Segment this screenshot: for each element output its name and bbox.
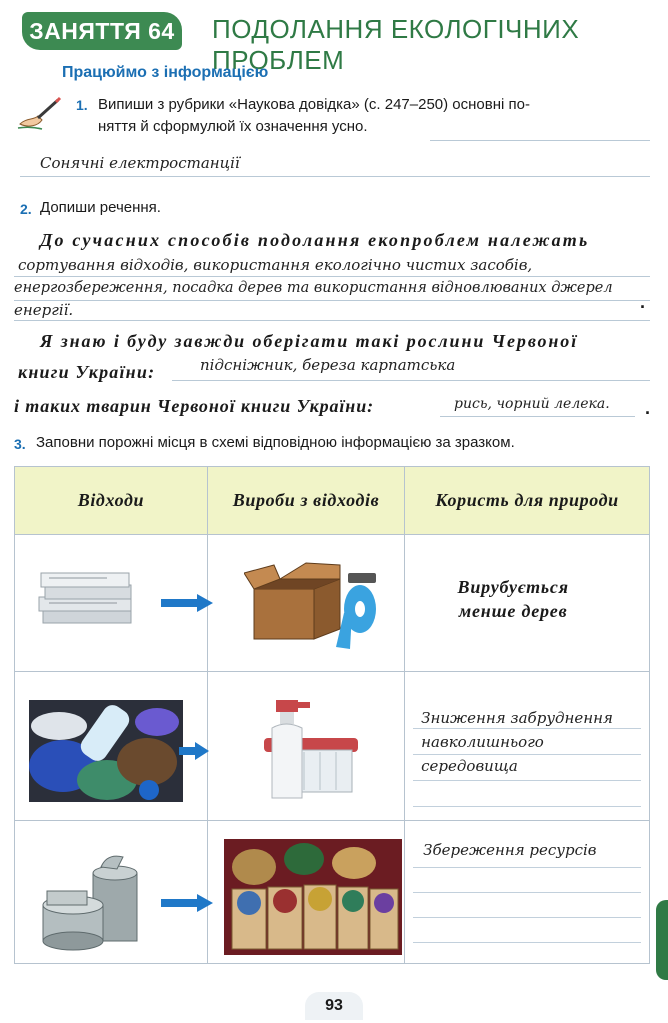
table-row bbox=[15, 672, 650, 821]
lesson-badge: ЗАНЯТТЯ 64 bbox=[22, 12, 182, 50]
lesson-title: ПОДОЛАННЯ ЕКОЛОГІЧНИХ ПРОБЛЕМ bbox=[212, 14, 580, 75]
benefit-row3-answer[interactable]: Збереження ресурсів bbox=[423, 841, 597, 859]
sentence1-answer-line1[interactable]: сортування відходів, використання екологічно чистих засобів, bbox=[18, 256, 533, 274]
task1-text-line1: Випиши з рубрики «Наукова довідка» (с. 247–250) основні по- bbox=[98, 96, 530, 113]
task2-prompt: Допиши речення. bbox=[40, 199, 161, 216]
side-tab-decoration bbox=[656, 900, 668, 980]
benefit-row2-answer[interactable]: Зниження забруднення навколишнього середовища bbox=[421, 709, 613, 775]
newspaper-stack-icon bbox=[37, 569, 137, 640]
sentence1-print: До сучасних способів подолання екопроблем належать bbox=[40, 230, 590, 250]
metal-tubes-photo-icon bbox=[224, 839, 402, 960]
arrow-icon bbox=[161, 594, 213, 612]
page-number: 93 bbox=[305, 992, 363, 1020]
sentence2-print-line1: Я знаю і буду завжди оберігати такі рослини Червоної bbox=[40, 331, 579, 351]
task3-number: 3. bbox=[14, 436, 26, 452]
task3-prompt: Заповни порожні місця в схемі відповідною інформацією за зразком. bbox=[36, 434, 515, 451]
table-header-row bbox=[15, 467, 650, 535]
sentence1-answer-line3[interactable]: енергії. bbox=[14, 301, 74, 319]
table-row bbox=[15, 535, 650, 672]
sentence1-answer-line2[interactable]: енергозбереження, посадка дерев та використання відновлюваних джерел bbox=[14, 280, 613, 296]
plastic-waste-icon bbox=[29, 700, 183, 807]
plastic-bottle-and-container-icon bbox=[254, 698, 364, 807]
sentence1-period: . bbox=[640, 292, 646, 312]
sentence2-print-line2: книги України: bbox=[18, 362, 156, 382]
task2-number: 2. bbox=[20, 201, 32, 217]
benefit-row1: Вирубується менше дерев bbox=[457, 577, 569, 621]
pencil-hand-icon bbox=[16, 96, 64, 132]
task1-number: 1. bbox=[76, 97, 88, 113]
column-header-benefit: Користь для природи bbox=[405, 467, 650, 535]
task1-answer[interactable]: Сонячні електростанції bbox=[40, 154, 240, 172]
task1-text-line2: няття й сформулюй їх означення усно. bbox=[98, 118, 368, 135]
column-header-waste: Відходи bbox=[15, 467, 208, 535]
scheme-table bbox=[14, 466, 650, 964]
arrow-icon bbox=[161, 894, 213, 912]
sentence3-period: . bbox=[645, 398, 651, 418]
sentence3-print: і таких тварин Червоної книги України: bbox=[14, 396, 374, 416]
arrow-icon bbox=[179, 742, 209, 760]
table-row bbox=[15, 821, 650, 964]
tin-cans-icon bbox=[37, 851, 147, 956]
sentence3-answer[interactable]: рись, чорний лелека. bbox=[454, 396, 610, 412]
column-header-products: Вироби з відходів bbox=[207, 467, 404, 535]
section-heading: Працюймо з інформацією bbox=[62, 64, 269, 81]
cardboard-box-and-paper-towel-icon bbox=[244, 559, 384, 654]
sentence2-answer[interactable]: підсніжник, береза карпатська bbox=[200, 356, 456, 374]
